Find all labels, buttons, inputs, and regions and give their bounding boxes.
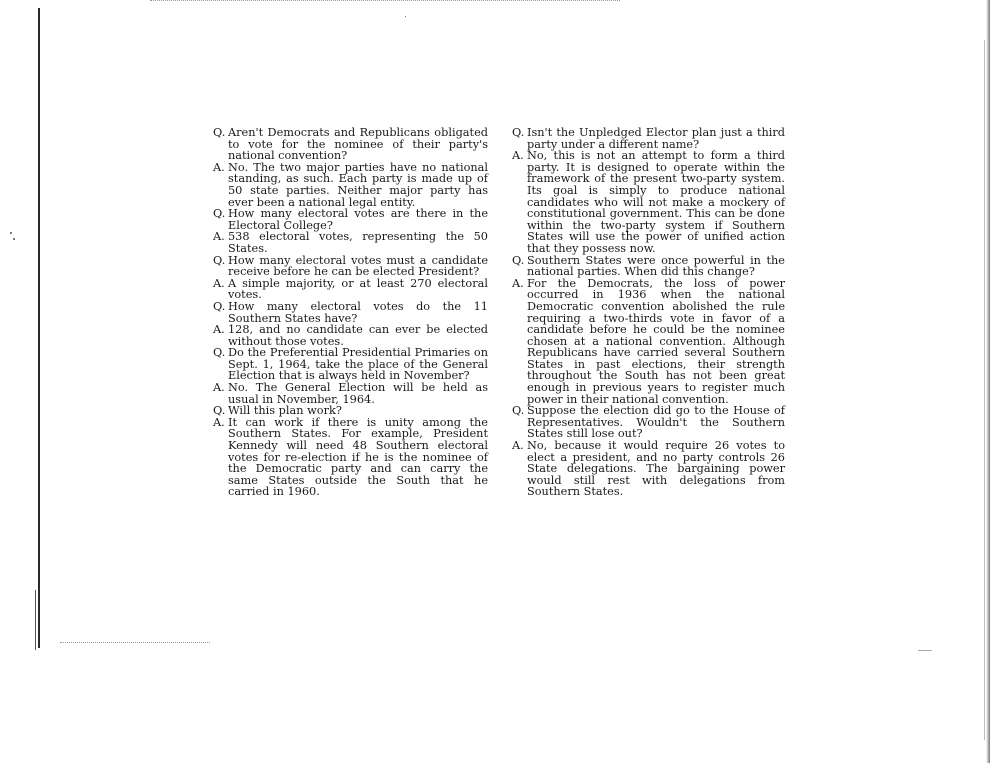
qa-marker: A. (213, 415, 225, 429)
scan-artifact-bottom (60, 642, 210, 644)
qa-marker: Q. (512, 404, 525, 418)
qa-text: How many electoral votes must a candidate receive before he can be elected President? (228, 253, 488, 279)
qa-item (512, 278, 785, 406)
page-margin-rule (38, 8, 40, 648)
qa-text: Do the Preferential Presidential Primaries on Sept. 1, 1964, take the place of the General Election that is always held in November? (228, 346, 488, 383)
qa-marker: Q. (213, 404, 226, 418)
page-right-edge-shadow (986, 0, 990, 763)
qa-item (512, 440, 785, 498)
right-text-column (512, 127, 785, 498)
qa-text: How many electoral votes do the 11 Southern States have? (228, 299, 488, 325)
qa-item (512, 255, 785, 278)
qa-text: Southern States were once powerful in the national parties. When did this change? (527, 253, 785, 279)
qa-marker: Q. (213, 126, 226, 139)
qa-marker: Q. (512, 126, 525, 139)
qa-text: No, this is not an attempt to form a third party. It is designed to operate within the framework of the present two-party system. Its goal is simply to produce national candidates who will not make a mockery of constitutional government. This can be done within the two-party system if Southern States will use the power of unified action that they possess now. (527, 149, 785, 255)
scan-speck (918, 650, 932, 651)
qa-item (213, 301, 488, 324)
qa-marker: Q. (213, 299, 226, 313)
page-right-edge-line (984, 40, 985, 740)
qa-marker: A. (512, 439, 524, 453)
qa-marker: Q. (213, 346, 226, 360)
qa-item (213, 324, 488, 347)
qa-item (213, 382, 488, 405)
qa-item (213, 231, 488, 254)
qa-text: A simple majority, or at least 270 electoral votes. (228, 276, 488, 302)
qa-text: Aren't Democrats and Republicans obligated to vote for the nominee of their party's national convention? (228, 126, 488, 163)
qa-text: Isn't the Unpledged Elector plan just a third party under a different name? (527, 126, 785, 151)
qa-marker: Q. (213, 207, 226, 221)
qa-marker: A. (213, 230, 225, 244)
qa-item (213, 127, 488, 162)
qa-item (213, 278, 488, 301)
qa-text: No. The two major parties have no national standing, as such. Each party is made up of 50 state parties. Neither major party has ever been a national legal entity. (228, 160, 488, 209)
qa-text: Will this plan work? (228, 404, 342, 418)
qa-item (512, 405, 785, 440)
qa-text: No. The General Election will be held as usual in November, 1964. (228, 381, 488, 406)
qa-item (213, 208, 488, 231)
scan-artifact-top (150, 0, 620, 3)
qa-marker: Q. (512, 253, 525, 267)
qa-marker: A. (213, 323, 225, 337)
left-text-column (213, 127, 488, 498)
qa-item (213, 162, 488, 208)
qa-text: 128, and no candidate can ever be elected without those votes. (228, 323, 488, 348)
qa-item (213, 417, 488, 498)
qa-item (512, 127, 785, 150)
scan-speck (10, 232, 12, 234)
qa-text: No, because it would require 26 votes to elect a president, and no party controls 26 State delegations. The bargaining power would still rest with delegations from Southern States. (527, 439, 785, 499)
qa-text: Suppose the election did go to the House of Representatives. Wouldn't the Southern States still lose out? (527, 404, 785, 441)
qa-text: It can work if there is unity among the Southern States. For example, President Kennedy will need 48 Southern electoral votes for re-election if he is the nominee of the Democratic party and can carry the same States outside the South that he carried in 1960. (228, 415, 488, 499)
qa-marker: A. (213, 381, 225, 395)
qa-marker: A. (213, 160, 225, 174)
qa-marker: A. (512, 276, 524, 290)
qa-marker: A. (213, 276, 225, 290)
scan-speck (405, 16, 406, 17)
qa-marker: A. (512, 149, 524, 163)
qa-item (213, 255, 488, 278)
scan-speck (13, 238, 15, 240)
qa-item (512, 150, 785, 254)
qa-item (213, 347, 488, 382)
qa-text: 538 electoral votes, representing the 50 States. (228, 230, 488, 255)
qa-marker: Q. (213, 253, 226, 267)
qa-text: How many electoral votes are there in the Electoral College? (228, 207, 488, 232)
qa-text: For the Democrats, the loss of power occurred in 1936 when the national Democratic convention abolished the rule requiring a two-thirds vote in favor of a candidate before he could be the nominee chosen at a national convention. Although Republicans have carried several Southern States in past elections, their strength throughout the South has not been great enough in previous years to register much power in their national convention. (527, 276, 785, 406)
page-margin-rule-secondary (35, 590, 36, 650)
